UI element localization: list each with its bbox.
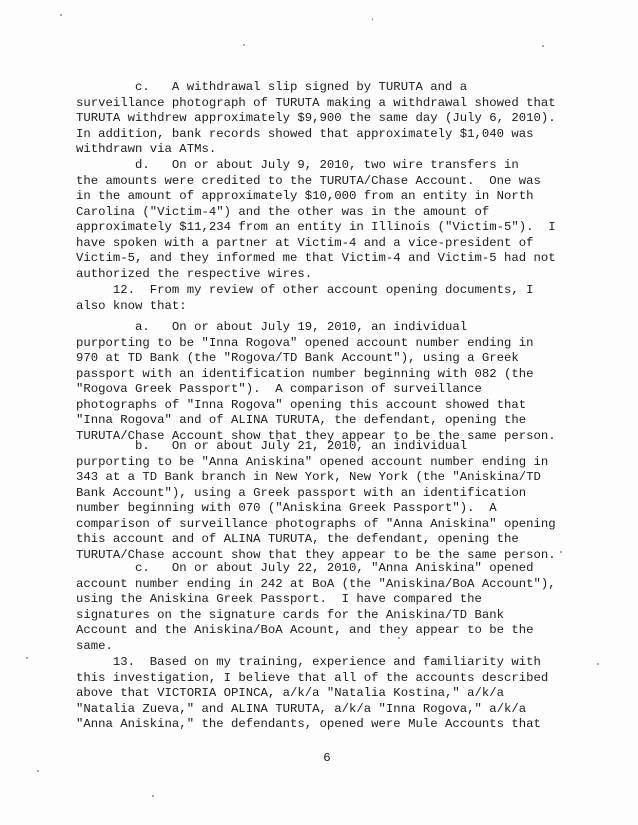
text-line: number beginning with 070 ("Aniskina Greek Passport"). A <box>76 501 497 515</box>
text-line: withdrawn via ATMs. <box>76 142 217 156</box>
scan-speck <box>26 657 28 659</box>
text-line: Victim-5, and they informed me that Victim-4 and Victim-5 had not <box>76 251 556 265</box>
text-line: in the amount of approximately $10,000 from an entity in North <box>76 189 534 203</box>
text-line: also know that: <box>76 298 187 313</box>
text-line: 970 at TD Bank (the "Rogova/TD Bank Account"), using a Greek <box>76 351 519 365</box>
text-line: "Natalia Zueva," and ALINA TURUTA, a/k/a "Inna Rogova," a/k/a <box>76 701 527 716</box>
text-line: using the Aniskina Greek Passport. I have compared the <box>76 592 482 606</box>
text-line: account number ending in 242 at BoA (the "Aniskina/BoA Account"), <box>76 576 556 591</box>
page-number: 6 <box>323 751 331 765</box>
text-line: 343 at a TD Bank branch in New York, New York (the "Aniskina/TD <box>76 470 541 484</box>
scan-speck <box>60 14 62 16</box>
text-line: TURUTA withdrew approximately $9,900 the same day (July 6, 2010). <box>76 111 556 125</box>
scan-speck <box>37 770 39 772</box>
text-line: above that VICTORIA OPINCA, a/k/a "Natalia Kostina," a/k/a <box>76 686 505 700</box>
text-line: comparison of surveillance photographs of "Anna Aniskina" opening <box>76 516 556 531</box>
text-line: surveillance photograph of TURUTA making a withdrawal showed that <box>76 95 556 110</box>
text-line: photographs of "Inna Rogova" opening this account showed that <box>76 397 527 412</box>
text-line: authorized the respective wires. <box>76 266 313 281</box>
paragraph-12-review <box>76 283 572 314</box>
scan-speck <box>398 637 400 639</box>
text-line: c. On or about July 22, 2010, "Anna Aniskina" opened <box>76 561 534 575</box>
paragraph-b-aniskina <box>76 439 572 563</box>
text-line: a. On or about July 19, 2010, an individual <box>76 320 468 334</box>
paragraph-c-aniskina-boa <box>76 561 572 654</box>
scan-speck <box>243 44 245 46</box>
text-line: passport with an identification number beginning with 082 (the <box>76 366 534 381</box>
text-line: signatures on the signature cards for the Aniskina/TD Bank <box>76 607 505 622</box>
text-line: "Anna Aniskina," the defendants, opened were Mule Accounts that <box>76 717 541 731</box>
scan-speck <box>372 18 373 21</box>
text-line: "Rogova Greek Passport"). A comparison of surveillance <box>76 382 482 396</box>
text-line: Bank Account"), using a Greek passport with an identification <box>76 485 527 500</box>
text-line: "Inna Rogova" and of ALINA TURUTA, the defendant, opening the <box>76 413 527 427</box>
text-line: approximately $11,234 from an entity in Illinois ("Victim-5"). I <box>76 220 556 234</box>
text-line: purporting to be "Inna Rogova" opened account number ending in <box>76 335 534 350</box>
scan-speck <box>542 45 544 47</box>
text-line: c. A withdrawal slip signed by TURUTA and a <box>76 80 468 94</box>
text-line: TURUTA/Chase account show that they appear to be the same person. <box>76 547 556 562</box>
text-line: 12. From my review of other account opening documents, I <box>76 283 534 297</box>
paragraph-13-belief <box>76 655 572 733</box>
text-line: this investigation, I believe that all of the accounts described <box>76 670 549 685</box>
text-line: the amounts were credited to the TURUTA/Chase Account. One was <box>76 173 541 188</box>
text-line: 13. Based on my training, experience and familiarity with <box>76 655 541 669</box>
text-line: have spoken with a partner at Victim-4 and a vice-president of <box>76 235 534 250</box>
text-line: this account and of ALINA TURUTA, the defendant, opening the <box>76 532 519 546</box>
text-line: d. On or about July 9, 2010, two wire transfers in <box>76 158 519 172</box>
text-line: b. On or about July 21, 2010, an individual <box>76 439 468 453</box>
text-line: TURUTA/Chase Account show that they appear to be the same person. <box>76 428 556 443</box>
paragraph-a-rogova <box>76 320 572 444</box>
scan-speck <box>597 663 599 665</box>
paragraph-c-withdrawal-slip <box>76 80 572 158</box>
text-line: same. <box>76 638 113 653</box>
scan-speck <box>560 551 562 553</box>
paragraph-d-wire-transfers <box>76 158 572 282</box>
text-line: purporting to be "Anna Aniskina" opened account number ending in <box>76 454 549 469</box>
text-line: Account and the Aniskina/BoA Acount, and they appear to be the <box>76 623 534 637</box>
text-line: In addition, bank records showed that approximately $1,040 was <box>76 126 534 141</box>
text-line: Carolina ("Victim-4") and the other was in the amount of <box>76 204 490 219</box>
scan-speck <box>152 795 154 797</box>
